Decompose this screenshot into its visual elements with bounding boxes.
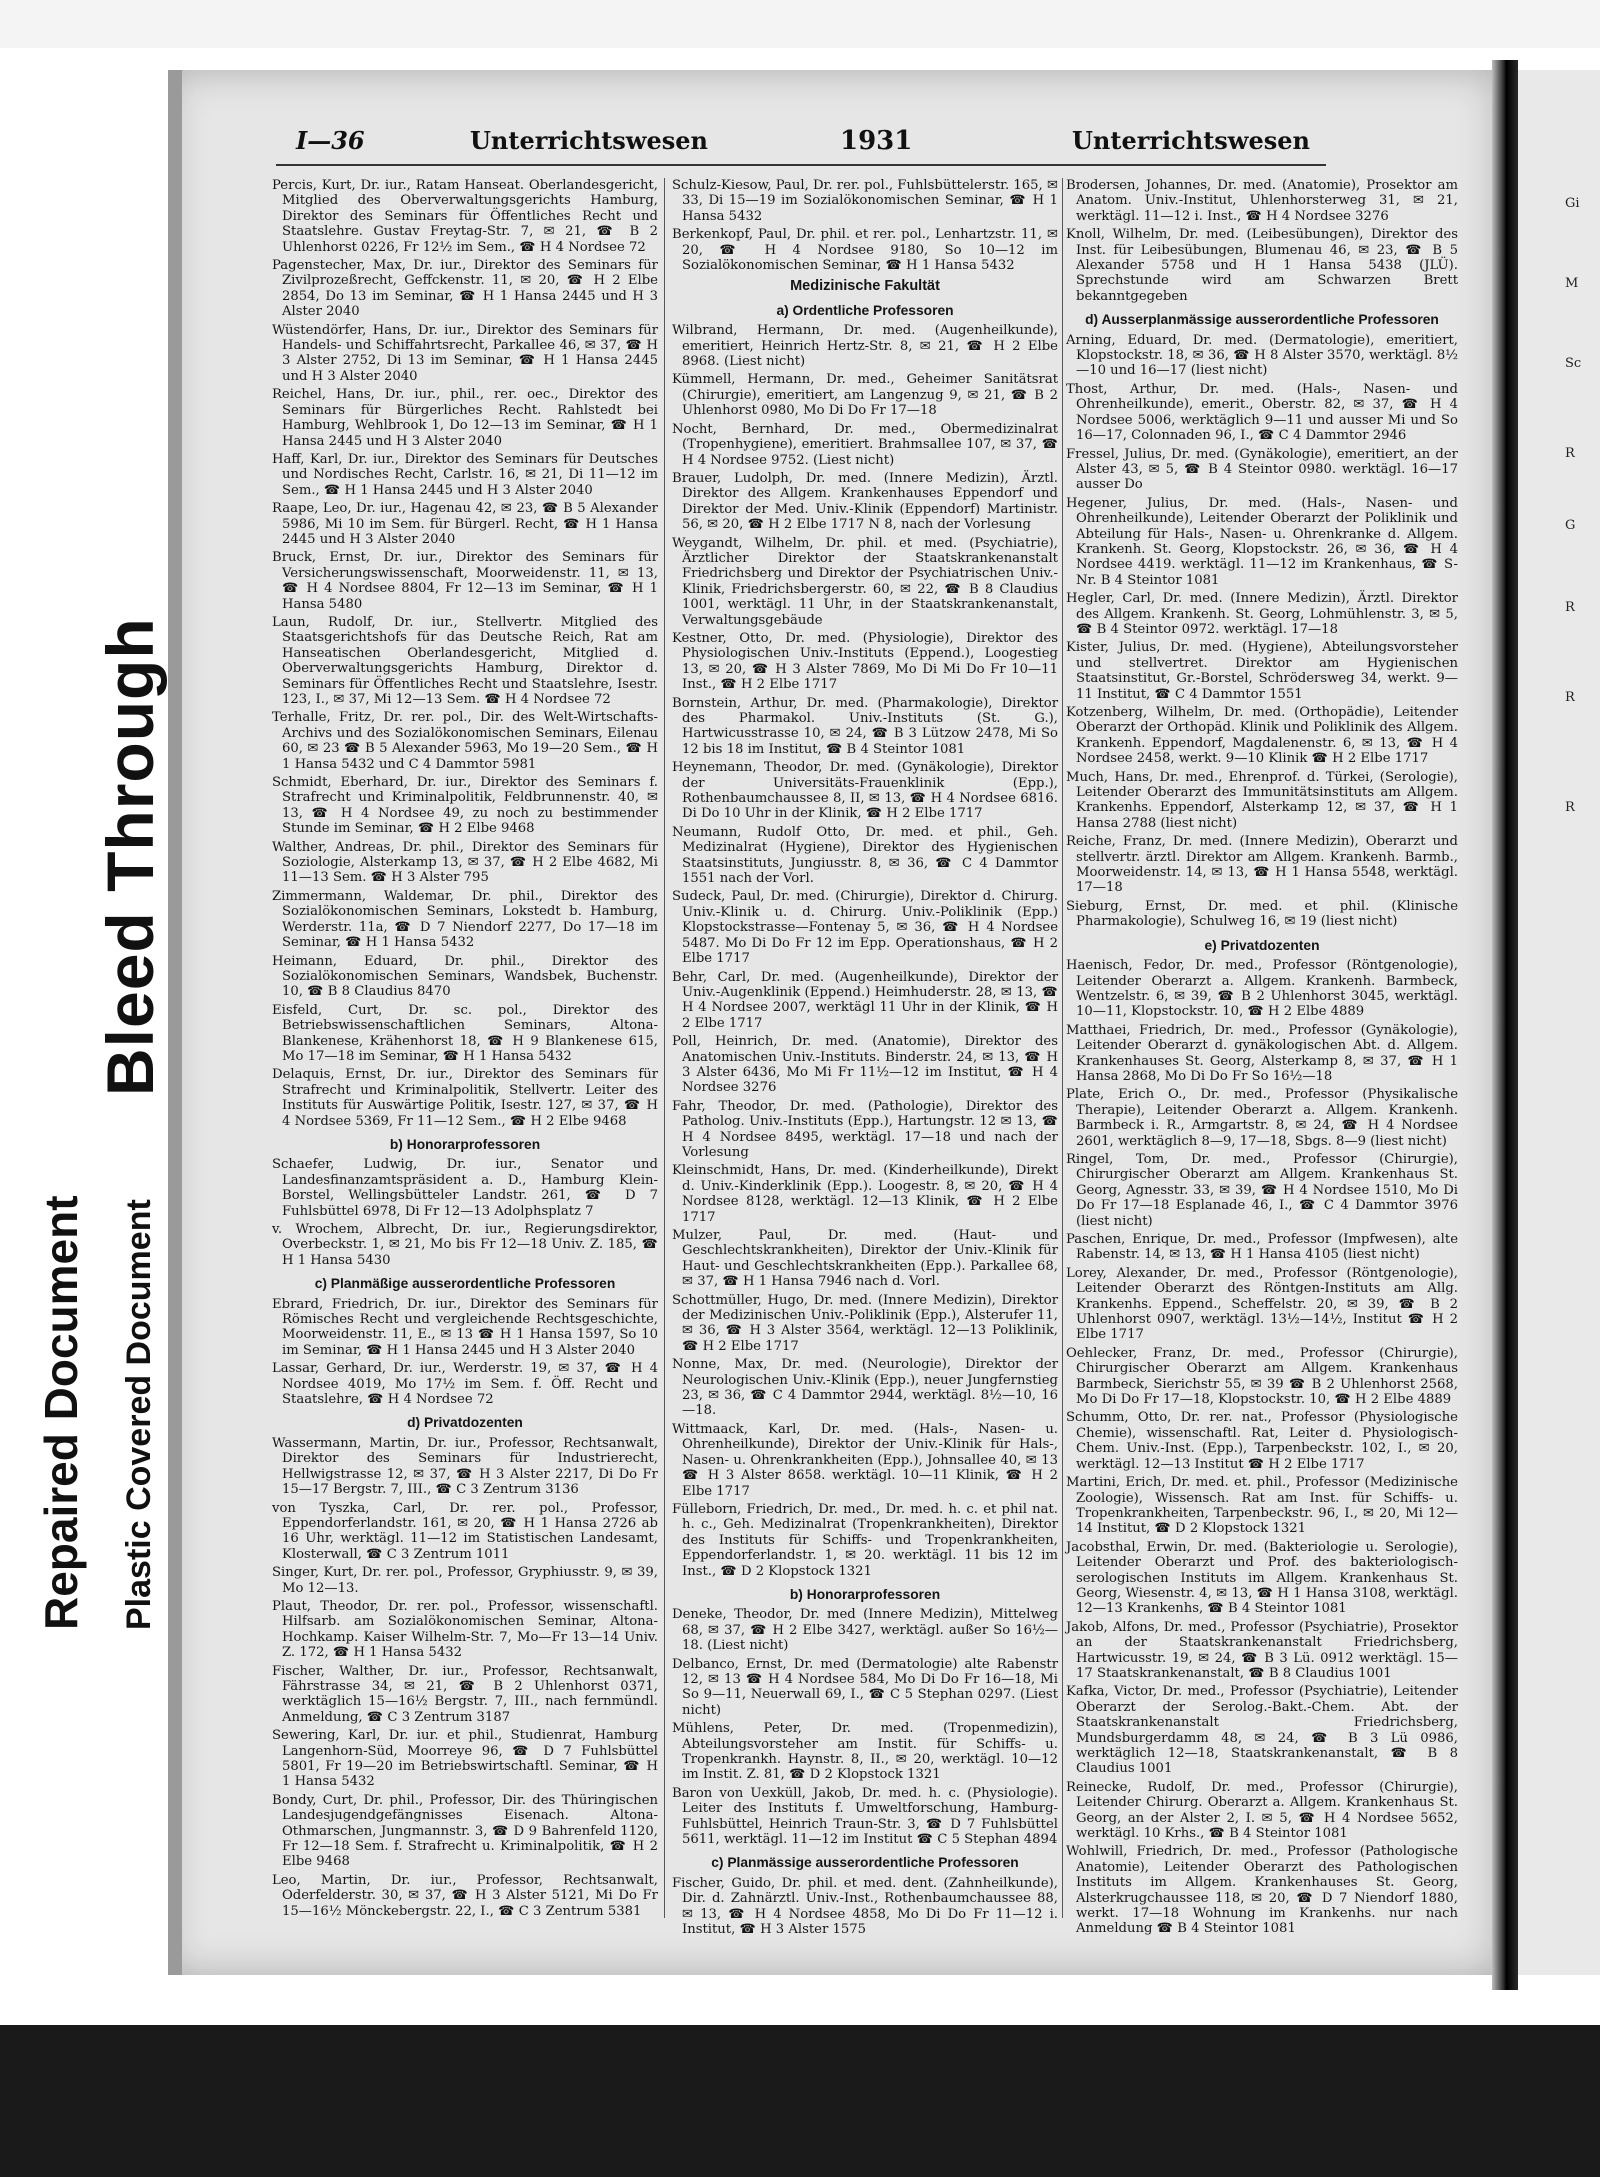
directory-entry: Ebrard, Friedrich, Dr. iur., Direktor des Seminars für Römisches Recht und vergleichende Rechtsgeschichte, Moorweidenstr. 11, E., ✉ 13 ☎ H 1 Hansa 1597, So 10 im Seminar, ☎ H 1 Hansa 2445 und H 3 Alster 2040 bbox=[272, 1296, 658, 1358]
entry-list bbox=[672, 1607, 1058, 1847]
entry-list bbox=[672, 1876, 1058, 1938]
directory-entry: Mulzer, Paul, Dr. med. (Haut- und Geschlechtskrankheiten), Direktor der Univ.-Klinik für Haut- und Geschlechtskrankheiten (Epp.). Parkallee 68, ✉ 37, ☎ H 1 Hansa 7946 nach d. Vorl. bbox=[672, 1228, 1058, 1290]
book-gutter bbox=[1492, 60, 1518, 1990]
facing-page-fragment: R bbox=[1565, 800, 1575, 815]
directory-entry: Pagenstecher, Max, Dr. iur., Direktor des Seminars für Zivilprozeßrecht, Geffckenstr. 11, ✉ 20, ☎ H 2 Elbe 2854, Do 13 im Seminar, ☎ H 1 Hansa 2445 und H 3 Alster 2040 bbox=[272, 258, 658, 320]
directory-entry: Fahr, Theodor, Dr. med. (Pathologie), Direktor des Patholog. Univ.-Instituts (Epp.), Hartungstr. 12 ✉ 13, ☎ H 4 Nordsee 8495, werktägl. 17—18 und nach der Vorlesung bbox=[672, 1098, 1058, 1160]
section-heading: c) Planmässige ausserordentliche Professoren bbox=[711, 1855, 1019, 1871]
directory-entry: Plaut, Theodor, Dr. rer. pol., Professor, wissenschaftl. Hilfsarb. am Sozialökonomischen Seminar, Altona-Hochkamp. Kaiser Wilhelm-Str. 7, Mo—Fr 13—14 Univ. Z. 172, ☎ H 1 Hansa 5432 bbox=[272, 1598, 658, 1661]
directory-entry: Kümmell, Hermann, Dr. med., Geheimer Sanitätsrat (Chirurgie), emeritiert, am Langenzug 9, ✉ 21, ☎ B 2 Uhlenhorst 0980, Mo Di Do Fr 17—18 bbox=[672, 372, 1058, 419]
directory-entry: Sieburg, Ernst, Dr. med. et phil. (Klinische Pharmakologie), Schulweg 16, ✉ 19 (liest nicht) bbox=[1066, 898, 1458, 930]
directory-entry: Walther, Andreas, Dr. phil., Direktor des Seminars für Soziologie, Alsterkamp 13, ✉ 37, ☎ H 2 Elbe 4682, Mi 11—13 Sem. ☎ H 3 Alster 795 bbox=[272, 839, 658, 886]
entry-list bbox=[1066, 178, 1458, 304]
directory-entry: Haenisch, Fedor, Dr. med., Professor (Röntgenologie), Leitender Oberarzt a. Allgem. Krankenh. Barmbeck, Wentzelstr. 6, ✉ 39, ☎ B 2 Uhlenhorst 3045, werktägl. 10—11, Klopstockstr. 10, ☎ H 2 Elbe 4889 bbox=[1066, 958, 1458, 1020]
scan-top-edge bbox=[0, 0, 1600, 48]
header-rule bbox=[276, 164, 1326, 166]
facing-page-fragment: Sc bbox=[1565, 356, 1582, 371]
directory-entry: Delbanco, Ernst, Dr. med (Dermatologie) alte Rabenstr 12, ✉ 13 ☎ H 4 Nordsee 584, Mo Di Do Fr 16—18, Mi So 9—11, Neuerwall 69, I., ☎ C 5 Stephan 0297. (Liest nicht) bbox=[672, 1656, 1058, 1718]
directory-entry: Bornstein, Arthur, Dr. med. (Pharmakologie), Direktor des Pharmakol. Univ.-Instituts (St. G.), Hartwicusstrasse 10, ✉ 24, ☎ B 3 Lützow 2478, Mi So 12 bis 18 im Institut, ☎ B 4 Steintor 1081 bbox=[672, 695, 1058, 757]
entry-list bbox=[1066, 333, 1458, 930]
directory-entry: Kleinschmidt, Hans, Dr. med. (Kinderheilkunde), Direkt d. Univ.-Kinderklinik (Epp.). Loogestr. 8, ✉ 20, ☎ H 4 Nordsee 8128, werktägl. 12—13 Klinik, ☎ H 2 Elbe 1717 bbox=[672, 1163, 1058, 1225]
directory-entry: Deneke, Theodor, Dr. med (Innere Medizin), Mittelweg 68, ✉ 37, ☎ H 2 Elbe 3427, werktägl. außer So 16½—18. (Liest nicht) bbox=[672, 1607, 1058, 1654]
directory-entry: Reinecke, Rudolf, Dr. med., Professor (Chirurgie), Leitender Chirurg. Oberarzt a. Allgem. Krankenhaus St. Georg, an der Alster 2, I. ✉ 5, ☎ H 4 Nordsee 5652, werktägl. 10 Krhs., ☎ B 4 Steintor 1081 bbox=[1066, 1779, 1458, 1842]
section-heading: a) Ordentliche Professoren bbox=[776, 302, 954, 318]
section-heading: e) Privatdozenten bbox=[1204, 937, 1320, 953]
directory-entry: Wittmaack, Karl, Dr. med. (Hals-, Nasen- u. Ohrenheilkunde), Direktor der Univ.-Klinik für Hals-, Nasen- u. Ohrenkrankheiten (Epp.), Johnsallee 40, ✉ 13 ☎ H 3 Alster 8658. werktägl. 10—11 Klinik, ☎ H 2 Elbe 1717 bbox=[672, 1421, 1058, 1499]
directory-entry: Behr, Carl, Dr. med. (Augenheilkunde), Direktor der Univ.-Augenklinik (Eppend.) Heimhuderstr. 28, ✉ 13, ☎ H 4 Nordsee 2007, werktägl 11 Uhr in der Klinik, ☎ H 2 Elbe 1717 bbox=[672, 969, 1058, 1031]
column-divider bbox=[1062, 178, 1063, 1918]
directory-entry: Percis, Kurt, Dr. iur., Ratam Hanseat. Oberlandesgericht, Mitglied des Oberverwaltungsgerichts Hamburg, Direktor des Seminars für Öffentliches Recht und Staatslehre. Gustav Freytag-Str. 7, ✉ 21, ☎ B 2 Uhlenhorst 0226, Fr 12½ im Sem., ☎ H 4 Nordsee 72 bbox=[272, 178, 658, 255]
facing-page-fragment: Gi bbox=[1565, 196, 1580, 211]
year-heading: 1931 bbox=[840, 126, 913, 156]
running-title-left: Unterrichtswesen bbox=[470, 126, 708, 155]
directory-entry: Berkenkopf, Paul, Dr. phil. et rer. pol., Lenhartzstr. 11, ✉ 20, ☎ H 4 Nordsee 9180, So 10—12 im Sozialökonomischen Seminar, ☎ H 1 Hansa 5432 bbox=[672, 227, 1058, 274]
section-heading: c) Planmäßige ausserordentliche Professoren bbox=[314, 1276, 616, 1292]
directory-entry: von Tyszka, Carl, Dr. rer. pol., Professor, Eppendorferlandstr. 161, ✉ 20, ☎ H 1 Hansa 2726 ab 16 Uhr, werktägl. 11—12 im Statistischen Landesamt, Klosterwall, ☎ C 3 Zentrum 1011 bbox=[272, 1500, 658, 1562]
directory-entry: Reichel, Hans, Dr. iur., phil., rer. oec., Direktor des Seminars für Bürgerliches Recht. Rahlstedt bei Hamburg, Wehlbrook 1, Do 12—13 im Seminar, ☎ H 1 Hansa 2445 und H 3 Alster 2040 bbox=[272, 387, 658, 449]
label-bleed-through: Bleed Through bbox=[93, 617, 167, 1096]
facing-page-edge bbox=[1515, 70, 1600, 1975]
directory-entry: Wüstendörfer, Hans, Dr. iur., Direktor des Seminars für Handels- und Schiffahrtsrecht, Parkallee 46, ✉ 37, ☎ H 3 Alster 2752, Di 13 im Seminar, ☎ H 1 Hansa 2445 und H 3 Alster 2040 bbox=[272, 322, 658, 384]
entry-list bbox=[272, 1297, 658, 1408]
directory-entry: Lassar, Gerhard, Dr. iur., Werderstr. 19, ✉ 37, ☎ H 4 Nordsee 4019, Mo 17½ im Sem. f. Öff. Recht und Staatslehre, ☎ H 4 Nordsee 72 bbox=[272, 1361, 658, 1408]
directory-entry: Hegler, Carl, Dr. med. (Innere Medizin), Ärztl. Direktor des Allgem. Krankenh. St. Georg, Lohmühlenstr. 3, ✉ 5, ☎ B 4 Steintor 0972. werktägl. 17—18 bbox=[1066, 591, 1458, 637]
directory-entry: Sudeck, Paul, Dr. med. (Chirurgie), Direktor d. Chirurg. Univ.-Klinik u. d. Chirurg. Univ.-Poliklinik (Epp.) Klopstockstrasse—Fontenay 5, ✉ 36, ☎ H 4 Nordsee 5487. Mo Di Do Fr 12 im Epp. Operationshaus, ☎ H 2 Elbe 1717 bbox=[672, 889, 1058, 967]
entry-list bbox=[1066, 958, 1458, 1937]
directory-entry: Martini, Erich, Dr. med. et. phil., Professor (Medizinische Zoologie), Wissensch. Rat am Inst. für Schiffs- u. Tropenkrankheiten, Tarpenbeckstr. 96, I., ✉ 20, Mi 12—14 Institut, ☎ D 2 Klopstock 1321 bbox=[1066, 1475, 1458, 1537]
directory-entry: Bondy, Curt, Dr. phil., Professor, Dir. des Thüringischen Landesjugendgefängnisses Eisenach. Altona-Othmarschen, Jungmannstr. 3, ☎ D 9 Bahrenfeld 1120, Fr 12—18 Sem. f. Strafrecht u. Kriminalpolitik, ☎ H 2 Elbe 9468 bbox=[272, 1792, 658, 1870]
directory-entry: Lorey, Alexander, Dr. med., Professor (Röntgenologie), Leitender Oberarzt des Röntgen-Instituts am Allg. Krankenhs. Eppend., Scheffelstr. 20, ✉ 39, ☎ B 2 Uhlenhorst 0907, werktägl. 13½—14½, Institut ☎ H 2 Elbe 1717 bbox=[1066, 1265, 1458, 1343]
directory-entry: Jakob, Alfons, Dr. med., Professor (Psychiatrie), Prosektor an der Staatskrankenanstalt Friedrichsberg, Hartwicusstr. 19, ✉ 24, ☎ B 3 Lü. 0912 werktägl. 15—17 Staatskrankenanstalt, ☎ B 8 Claudius 1001 bbox=[1066, 1619, 1458, 1681]
directory-entry: Brauer, Ludolph, Dr. med. (Innere Medizin), Ärztl. Direktor des Allgem. Krankenhauses Eppendorf und Direktor der Med. Univ.-Klinik (Eppendorf) Martinistr. 56, ✉ 20, ☎ H 2 Elbe 1717 N 8, nach der Vorlesung bbox=[672, 470, 1058, 533]
directory-entry: Schumm, Otto, Dr. rer. nat., Professor (Physiologische Chemie), wissenschaftl. Rat, Leiter d. Physiologisch-Chem. Univ.-Inst. (Epp.), Tarpenbeckstr. 102, I., ✉ 20, werktägl. 12—13 Institut ☎ H 2 Elbe 1717 bbox=[1066, 1410, 1458, 1472]
directory-entry: Leo, Martin, Dr. iur., Professor, Rechtsanwalt, Oderfelderstr. 30, ✉ 37, ☎ H 3 Alster 5121, Mi Do Fr 15—16½ Mönckebergstr. 22, I., ☎ C 3 Zentrum 5381 bbox=[272, 1872, 658, 1919]
directory-entry: Wilbrand, Hermann, Dr. med. (Augenheilkunde), emeritiert, Heinrich Hertz-Str. 8, ✉ 21, ☎ H 2 Elbe 8968. (Liest nicht) bbox=[672, 323, 1058, 370]
facing-page-fragment: M bbox=[1565, 276, 1579, 291]
directory-entry: Schaefer, Ludwig, Dr. iur., Senator und Landesfinanzamtspräsident a. D., Hamburg Klein-Borstel, Wellingsbütteler Landstr. 261, ☎ D 7 Fuhlsbüttel 6978, Di Fr 12—13 Adolphsplatz 7 bbox=[272, 1157, 658, 1219]
label-repaired-document: Repaired Document bbox=[35, 1195, 87, 1630]
directory-entry: Singer, Kurt, Dr. rer. pol., Professor, Gryphiusstr. 9, ✉ 39, Mo 12—13. bbox=[272, 1565, 658, 1596]
entry-list bbox=[272, 1157, 658, 1268]
directory-entry: Nocht, Bernhard, Dr. med., Obermedizinalrat (Tropenhygiene), emeritiert. Brahmsallee 107, ✉ 37, ☎ H 4 Nordsee 9752. (Liest nicht) bbox=[672, 421, 1058, 468]
directory-entry: Matthaei, Friedrich, Dr. med., Professor (Gynäkologie), Leitender Oberarzt d. gynäkologischen Abt. d. Allgem. Krankenhauses St. Georg, Alsterkamp 8, ✉ 37, ☎ H 1 Hansa 2868, Mo Di Do Fr So 16½—18 bbox=[1066, 1022, 1458, 1084]
directory-entry: Paschen, Enrique, Dr. med., Professor (Impfwesen), alte Rabenstr. 14, ✉ 13, ☎ H 1 Hansa 4105 (liest nicht) bbox=[1066, 1232, 1458, 1263]
entry-list bbox=[672, 178, 1058, 273]
facing-page-fragment: R bbox=[1565, 600, 1575, 615]
directory-entry: Fressel, Julius, Dr. med. (Gynäkologie), emeritiert, an der Alster 43, ✉ 5, ☎ B 4 Steintor 0980. werktägl. 16—17 ausser Do bbox=[1066, 446, 1458, 493]
directory-entry: Kafka, Victor, Dr. med., Professor (Psychiatrie), Leitender Oberarzt der Serolog.-Bakt.-Chem. Abt. der Staatskrankenanstalt Friedrichsberg, Mundsburgerdamm 48, ✉ 24, ☎ B 3 Lü 0986, werktäglich 12—18, Staatskrankenanstalt, ☎ B 8 Claudius 1001 bbox=[1066, 1684, 1458, 1777]
directory-entry: Oehlecker, Franz, Dr. med., Professor (Chirurgie), Chirurgischer Oberarzt am Allgem. Krankenhaus Barmbeck, Sierichstr 55, ✉ 39 ☎ B 2 Uhlenhorst 2568, Mo Di Do Fr 17—18, Klopstockstr. 10, ☎ H 2 Elbe 4889 bbox=[1066, 1345, 1458, 1408]
directory-entry: Terhalle, Fritz, Dr. rer. pol., Dir. des Welt-Wirtschafts-Archivs und des Sozialökonomischen Seminars, Eilenau 60, ✉ 23 ☎ B 5 Alexander 5963, Mo 19—20 Sem., ☎ H 1 Hansa 5432 und C 4 Dammtor 5981 bbox=[272, 710, 658, 772]
directory-entry: Sewering, Karl, Dr. iur. et phil., Studienrat, Hamburg Langenhorn-Süd, Moorreye 96, ☎ D 7 Fuhlsbüttel 5801, Fr 19—20 im Betriebswirtschaftl. Seminar, ☎ H 1 Hansa 5432 bbox=[272, 1728, 658, 1790]
directory-entry: Brodersen, Johannes, Dr. med. (Anatomie), Prosektor am Anatom. Univ.-Institut, Uhlenhorsterweg 31, ✉ 21, werktägl. 11—12 i. Inst., ☎ H 4 Nordsee 3276 bbox=[1066, 178, 1458, 224]
directory-entry: Mühlens, Peter, Dr. med. (Tropenmedizin), Abteilungsvorsteher am Instit. für Schiffs- u. Tropenkrankh. Haynstr. 8, II., ✉ 20, werktägl. 10—12 im Instit. Z. 81, ☎ D 2 Klopstock 1321 bbox=[672, 1721, 1058, 1783]
directory-entry: Baron von Uexküll, Jakob, Dr. med. h. c. (Physiologie). Leiter des Instituts f. Umweltforschung, Hamburg-Fuhlsbüttel, Heinrich Traun-Str. 3, ☎ D 7 Fuhlsbüttel 5611, werktägl. 11—12 im Institut ☎ C 5 Stephan 4894 bbox=[672, 1785, 1058, 1848]
directory-entry: Bruck, Ernst, Dr. iur., Direktor des Seminars für Versicherungswissenschaft, Moorweidenstr. 11, ✉ 13, ☎ H 4 Nordsee 8804, Fr 12—13 im Seminar, ☎ H 1 Hansa 5480 bbox=[272, 550, 658, 612]
entry-list bbox=[672, 323, 1058, 1579]
directory-entry: Heynemann, Theodor, Dr. med. (Gynäkologie), Direktor der Universitäts-Frauenklinik (Epp.), Rothenbaumchaussee 8, II, ✉ 13, ☎ H 4 Nordsee 6816. Di Do 10 Uhr in der Klinik, ☎ H 2 Elbe 1717 bbox=[672, 760, 1058, 822]
directory-entry: Jacobsthal, Erwin, Dr. med. (Bakteriologie u. Serologie), Leitender Oberarzt und Prof. des bakteriologisch-serologischen Instituts im Allgem. Krankenhaus St. Georg, Wiesenstr. 4, ✉ 13, ☎ H 1 Hansa 3108, werktägl. 12—13 Krankenhs, ☎ B 4 Steintor 1081 bbox=[1066, 1539, 1458, 1617]
directory-entry: Much, Hans, Dr. med., Ehrenprof. d. Türkei, (Serologie), Leitender Oberarzt des Immunitätsinstituts am Allgem. Krankenhs. Eppendorf, Alsterkamp 12, ✉ 37, ☎ H 1 Hansa 2788 (liest nicht) bbox=[1066, 769, 1458, 831]
directory-entry: Ringel, Tom, Dr. med., Professor (Chirurgie), Chirurgischer Oberarzt am Allgem. Krankenhaus St. Georg, Agnesstr. 33, ✉ 39, ☎ H 4 Nordsee 1510, Mo Di Do Fr 17—18 Esplanade 46, I., ☎ C 4 Dammtor 3976 (liest nicht) bbox=[1066, 1151, 1458, 1229]
directory-entry: Wassermann, Martin, Dr. iur., Professor, Rechtsanwalt, Direktor des Seminars für Industrierecht, Hellwigstrasse 12, ✉ 37, ☎ H 3 Alster 2217, Di Do Fr 15—17 Bergstr. 7, III., ☎ C 3 Zentrum 3136 bbox=[272, 1435, 658, 1498]
directory-entry: Nonne, Max, Dr. med. (Neurologie), Direktor der Neurologischen Univ.-Klinik (Epp.), neuer Jungfernstieg 23, ✉ 36, ☎ C 4 Dammtor 2944, werktägl. 8½—10, 16—18. bbox=[672, 1357, 1058, 1419]
directory-entry: Raape, Leo, Dr. iur., Hagenau 42, ✉ 23, ☎ B 5 Alexander 5986, Mi 10 im Sem. für Bürgerl. Recht, ☎ H 1 Hansa 2445 und H 3 Alster 2040 bbox=[272, 501, 658, 547]
section-heading: d) Ausserplanmässige ausserordentliche Professoren bbox=[1085, 312, 1439, 328]
scan-bottom-band bbox=[0, 2025, 1600, 2177]
directory-entry: Fischer, Guido, Dr. phil. et med. dent. (Zahnheilkunde), Dir. d. Zahnärztl. Univ.-Inst., Rothenbaumchaussee 88, ✉ 13, ☎ H 4 Nordsee 4858, Mo Di Do Fr 11—12 i. Institut, ☎ H 3 Alster 1575 bbox=[672, 1875, 1058, 1938]
label-plastic-covered: Plastic Covered Document bbox=[120, 1199, 158, 1630]
directory-entry: Fischer, Walther, Dr. iur., Professor, Rechtsanwalt, Fährstrasse 34, ✉ 21, ☎ B 2 Uhlenhorst 0371, werktäglich 15—16½ Bergstr. 7, III., nach fernmündl. Anmeldung, ☎ C 3 Zentrum 3187 bbox=[272, 1663, 658, 1725]
directory-entry: Schulz-Kiesow, Paul, Dr. rer. pol., Fuhlsbüttelerstr. 165, ✉ 33, Di 15—19 im Sozialökonomischen Seminar, ☎ H 1 Hansa 5432 bbox=[672, 178, 1058, 224]
directory-entry: Plate, Erich O., Dr. med., Professor (Physikalische Therapie), Leitender Oberarzt a. Allgem. Krankenh. Barmbeck i. R., Armgartstr. 8, ✉ 24, ☎ H 4 Nordsee 2601, werktäglich 8—9, 17—18, Sbgs. 8—9 (liest nicht) bbox=[1066, 1087, 1458, 1149]
entry-list bbox=[272, 1436, 658, 1919]
directory-entry: Hegener, Julius, Dr. med. (Hals-, Nasen- und Ohrenheilkunde), Leitender Oberarzt der Poliklinik und Abteilung für Hals-, Nasen- u. Ohrenkranke d. Allgem. Krankenh. St. Georg, Klopstockstr. 26, ✉ 36, ☎ H 4 Nordsee 4419. werktägl. 11—12 im Krankenhaus, ☎ S-Nr. B 4 Steintor 1081 bbox=[1066, 495, 1458, 588]
section-heading: d) Privatdozenten bbox=[407, 1415, 523, 1431]
directory-entry: Eisfeld, Curt, Dr. sc. pol., Direktor des Betriebswissenschaftlichen Seminars, Altona-Blankenese, Krähenhorst 18, ☎ H 9 Blankenese 615, Mo 17—18 im Seminar, ☎ H 1 Hansa 5432 bbox=[272, 1002, 658, 1064]
directory-entry: Weygandt, Wilhelm, Dr. phil. et med. (Psychiatrie), Ärztlicher Direktor der Staatskrankenanstalt Friedrichsberg und Direktor der Psychiatrischen Univ.-Klinik, Friedrichsbergerstr. 60, ✉ 22, ☎ B 8 Claudius 1001, werktägl. 11 Uhr, in der Staatskrankenanstalt, Verwaltungsgebäude bbox=[672, 535, 1058, 628]
directory-entry: Laun, Rudolf, Dr. iur., Stellvertr. Mitglied des Staatsgerichtshofs für das Deutsche Reich, Rat am Hanseatischen Oberlandesgericht, Mitglied d. Oberverwaltungsgerichts Hamburg, Direktor d. Seminars für Öffentliches Recht und Staatslehre, Isestr. 123, I., ✉ 37, Mi 12—13 Sem. ☎ H 4 Nordsee 72 bbox=[272, 614, 658, 707]
faculty-heading: Medizinische Fakultät bbox=[790, 278, 940, 295]
directory-entry: Haff, Karl, Dr. iur., Direktor des Seminars für Deutsches und Nordisches Recht, Carlstr. 16, ✉ 21, Di 11—12 im Sem., ☎ H 1 Hansa 2445 und H 3 Alster 2040 bbox=[272, 451, 658, 498]
directory-entry: Arning, Eduard, Dr. med. (Dermatologie), emeritiert, Klopstockstr. 18, ✉ 36, ☎ H 8 Alster 3570, werktägl. 8½—10 und 16—17 (liest nicht) bbox=[1066, 332, 1458, 379]
directory-entry: Kister, Julius, Dr. med. (Hygiene), Abteilungsvorsteher und stellvertret. Direktor am Hygienischen Staatsinstitut, Gr.-Borstel, Schrödersweg 34, werkt. 9—11 Institut, ☎ C 4 Dammtor 1551 bbox=[1066, 640, 1458, 702]
facing-page-fragment: G bbox=[1565, 518, 1576, 533]
directory-entry: Delaquis, Ernst, Dr. iur., Direktor des Seminars für Strafrecht und Kriminalpolitik, Stellvertr. Leiter des Instituts für Auswärtige Politik, Isestr. 127, ✉ 37, ☎ H 4 Nordsee 5369, Fr 11—12 Sem., ☎ H 2 Elbe 9468 bbox=[272, 1067, 658, 1129]
directory-entry: Neumann, Rudolf Otto, Dr. med. et phil., Geh. Medizinalrat (Hygiene), Direktor des Hygienischen Staatsinstituts, Jungiusstr. 8, ✉ 36, ☎ C 4 Dammtor 1551 nach der Vorl. bbox=[672, 824, 1058, 887]
directory-entry: Fülleborn, Friedrich, Dr. med., Dr. med. h. c. et phil nat. h. c., Geh. Medizinalrat (Tropenkrankheiten), Direktor des Instituts für Schiffs- und Tropenkrankheiten, Eppendorferlandstr. 1, ✉ 20. werktägl. 11 bis 12 im Inst., ☎ D 2 Klopstock 1321 bbox=[672, 1501, 1058, 1579]
section-heading: b) Honorarprofessoren bbox=[389, 1136, 541, 1152]
entry-list bbox=[272, 178, 658, 1129]
directory-entry: v. Wrochem, Albrecht, Dr. iur., Regierungsdirektor, Overbeckstr. 1, ✉ 21, Mo bis Fr 12—18 Univ. Z. 185, ☎ H 1 Hansa 5430 bbox=[272, 1222, 658, 1268]
directory-entry: Reiche, Franz, Dr. med. (Innere Medizin), Oberarzt und stellvertr. ärztl. Direktor am Allgem. Krankenh. Barmb., Moorweidenstr. 14, ✉ 13, ☎ H 1 Hansa 5548, werktägl. 17—18 bbox=[1066, 834, 1458, 896]
directory-entry: Knoll, Wilhelm, Dr. med. (Leibesübungen), Direktor des Inst. für Leibesübungen, Blumenau 46, ✉ 23, ☎ B 5 Alexander 5758 und H 1 Hansa 5438 (JLÜ). Sprechstunde wird am Schwarzen Brett bekanntgegeben bbox=[1066, 227, 1458, 304]
directory-entry: Wohlwill, Friedrich, Dr. med., Professor (Pathologische Anatomie), Leitender Oberarzt des Pathologischen Instituts im Allgem. Krankenhauses St. Georg, Alsterkrugchaussee 118, ✉ 20, ☎ D 7 Niendorf 1880, werkt. 17—18 Wohnung im Krankenhs. nur nach Anmeldung ☎ B 4 Steintor 1081 bbox=[1066, 1844, 1458, 1937]
directory-entry: Heimann, Eduard, Dr. phil., Direktor des Sozialökonomischen Seminars, Wandsbek, Buchenstr. 10, ☎ B 8 Claudius 8470 bbox=[272, 953, 658, 1000]
directory-entry: Zimmermann, Waldemar, Dr. phil., Direktor des Sozialökonomischen Seminars, Lokstedt b. Hamburg, Werderstr. 11a, ☎ D 7 Niendorf 2277, Do 17—18 im Seminar, ☎ H 1 Hansa 5432 bbox=[272, 888, 658, 951]
text-column-2 bbox=[672, 178, 1058, 1938]
text-column-3 bbox=[1066, 178, 1458, 1937]
page-margin-strip bbox=[168, 70, 182, 1975]
text-column-1 bbox=[272, 178, 658, 1918]
directory-entry: Schottmüller, Hugo, Dr. med. (Innere Medizin), Direktor der Medizinischen Univ.-Poliklinik (Epp.), Alsterufer 11, ✉ 36, ☎ H 3 Alster 3564, werktägl. 12—13 Poliklinik, ☎ H 2 Elbe 1717 bbox=[672, 1292, 1058, 1354]
directory-entry: Poll, Heinrich, Dr. med. (Anatomie), Direktor des Anatomischen Univ.-Instituts. Binderstr. 24, ✉ 13, ☎ H 3 Alster 6436, Mo Mi Fr 11½—12 im Institut, ☎ H 4 Nordsee 3276 bbox=[672, 1034, 1058, 1096]
section-heading: b) Honorarprofessoren bbox=[789, 1586, 941, 1602]
column-divider bbox=[664, 178, 665, 1918]
running-title-right: Unterrichtswesen bbox=[1072, 126, 1310, 155]
directory-entry: Schmidt, Eberhard, Dr. iur., Direktor des Seminars f. Strafrecht und Kriminalpolitik, Feldbrunnenstr. 40, ✉ 13, ☎ H 4 Nordsee 49, zu noch zu bestimmender Stunde im Seminar, ☎ H 2 Elbe 9468 bbox=[272, 775, 658, 837]
facing-page-fragment: R bbox=[1565, 446, 1575, 461]
facing-page-fragment: R bbox=[1565, 690, 1575, 705]
page-number: I—36 bbox=[296, 126, 365, 155]
directory-entry: Thost, Arthur, Dr. med. (Hals-, Nasen- und Ohrenheilkunde), emerit., Oberstr. 82, ✉ 37, ☎ H 4 Nordsee 5006, werktäglich 9—11 und ausser Mi und So 16—17, Colonnaden 96, I., ☎ C 4 Dammtor 2946 bbox=[1066, 381, 1458, 444]
directory-entry: Kestner, Otto, Dr. med. (Physiologie), Direktor des Physiologischen Univ.-Instituts (Eppend.), Loogestieg 13, ✉ 20, ☎ H 3 Alster 7869, Mo Di Mi Do Fr 10—11 Inst., ☎ H 2 Elbe 1717 bbox=[672, 630, 1058, 693]
directory-entry: Kotzenberg, Wilhelm, Dr. med. (Orthopädie), Leitender Oberarzt der Orthopäd. Klinik und Poliklinik des Allgem. Krankenh. Eppendorf, Magdalenenstr. 6, ✉ 13, ☎ H 4 Nordsee 2458, werkt. 9—10 Klinik ☎ H 2 Elbe 1717 bbox=[1066, 705, 1458, 767]
